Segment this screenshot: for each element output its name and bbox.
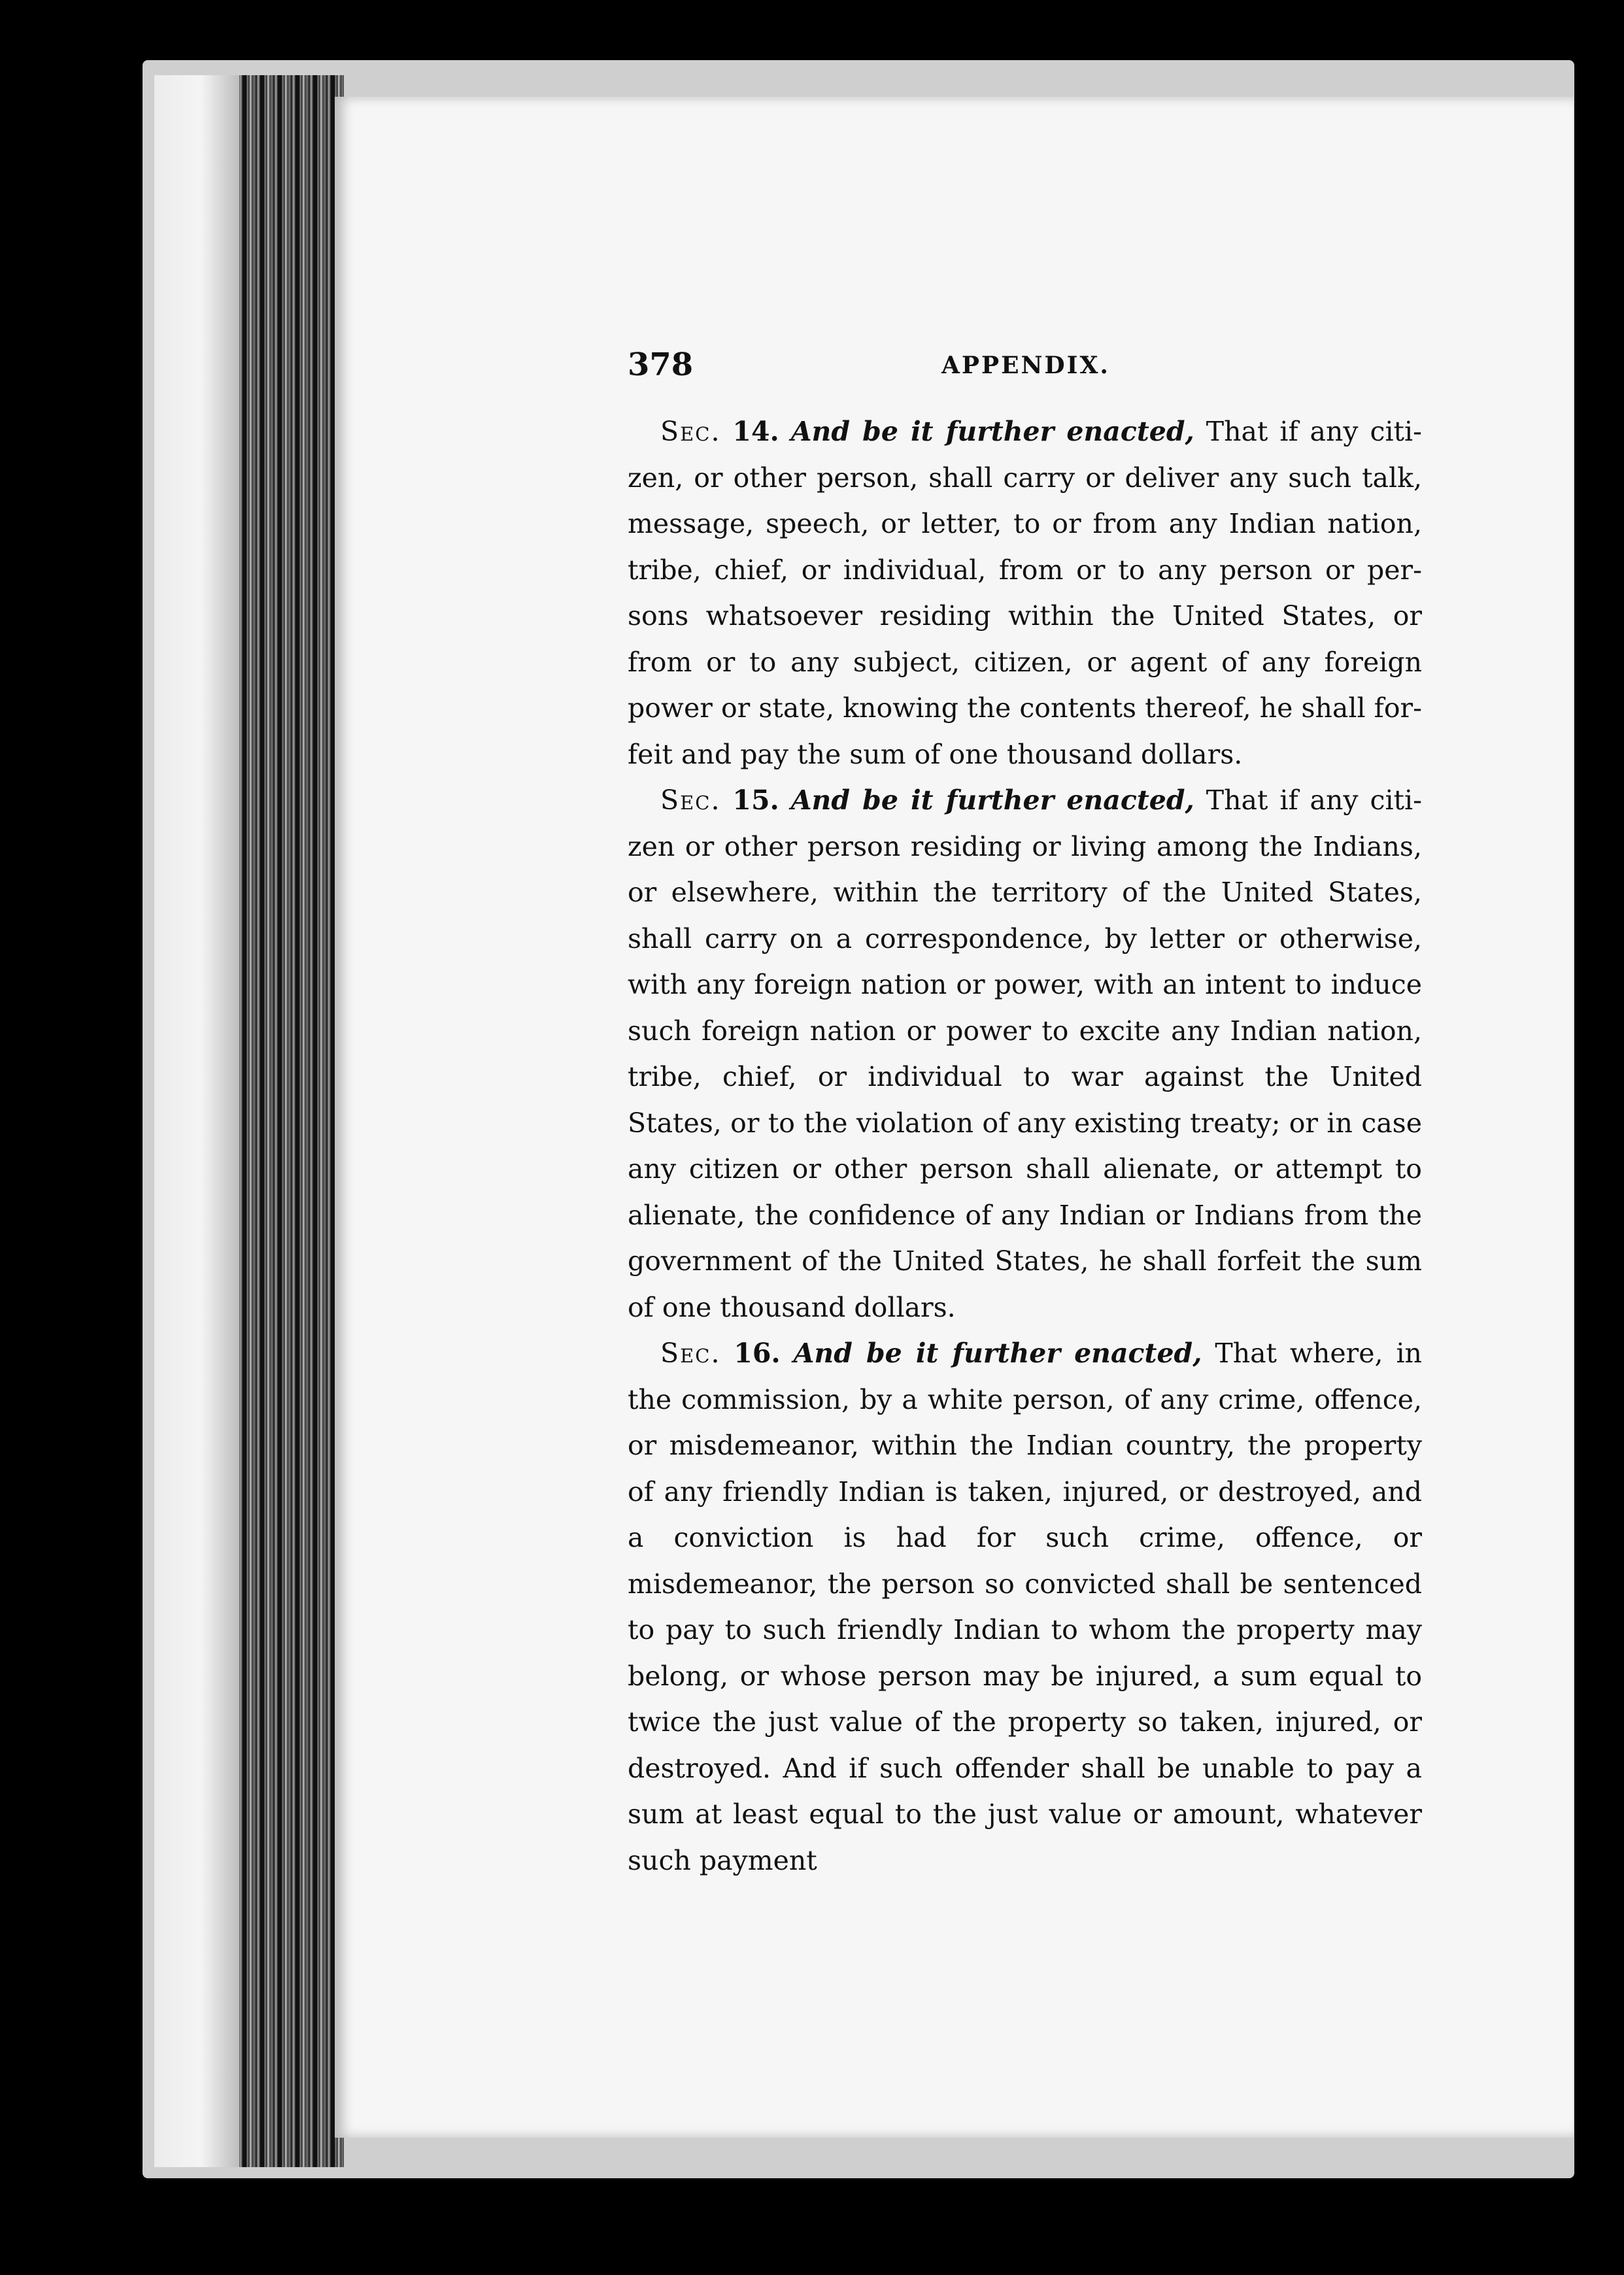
section-number: 14. <box>732 416 779 447</box>
section-number: 16. <box>734 1338 781 1369</box>
enacting-clause: And be it further enacted, <box>790 784 1194 816</box>
section-number: 15. <box>732 784 779 816</box>
enacting-clause: And be it further enacted, <box>793 1338 1202 1369</box>
page-number: 378 <box>628 346 694 383</box>
section-label: Sec. <box>660 1338 721 1369</box>
section-text: That if any citizen or other person residing or living among the Indians, or elsewhere, within the territory of the United States, shall carry on a correspondence, by letter or otherwise, with any foreign nation or power, with an intent to induce such foreign nation or power to excite any Indian nation, tribe, chief, or individual to war against the United States, or to the violation of any existing treaty; or in case any citizen or other person shall alienate, or attempt to alienate, the confidence of any Indian or Indians from the government of the United States, he shall forfeit the sum of one thousand dollars. <box>628 784 1422 1323</box>
section-14 <box>628 409 1422 777</box>
running-head <box>628 346 1125 399</box>
section-label: Sec. <box>660 416 721 447</box>
section-label: Sec. <box>660 784 721 816</box>
page-heading: APPENDIX. <box>941 352 1110 379</box>
enacting-clause: And be it further enacted, <box>790 416 1194 447</box>
section-text: That where, in the commission, by a white person, of any crime, offence, or misdemeanor, within the Indian country, the property of any friendly Indian is taken, injured, or destroyed, and a conviction is had for such crime, offence, or misdemeanor, the person so convicted shall be sentenced to pay to such friendly Indian to whom the property may belong, or whose person may be injured, a sum equal to twice the just value of the property so taken, injured, or destroyed. And if such offender shall be unable to pay a sum at least equal to the just value or amount, whatever such payment <box>628 1338 1422 1876</box>
section-15 <box>628 777 1422 1330</box>
section-text: That if any citizen, or other person, shall carry or deliver any such talk, message, speech, or letter, to or from any Indian nation, tribe, chief, or individual, from or to any person or persons whatsoever residing within the United States, or from or to any subject, citizen, or agent of any foreign power or state, knowing the contents thereof, he shall forfeit and pay the sum of one thousand dollars. <box>628 416 1422 770</box>
section-16 <box>628 1330 1422 1883</box>
page-stack-fore-edge <box>154 75 239 2167</box>
body-text <box>628 409 1422 1883</box>
